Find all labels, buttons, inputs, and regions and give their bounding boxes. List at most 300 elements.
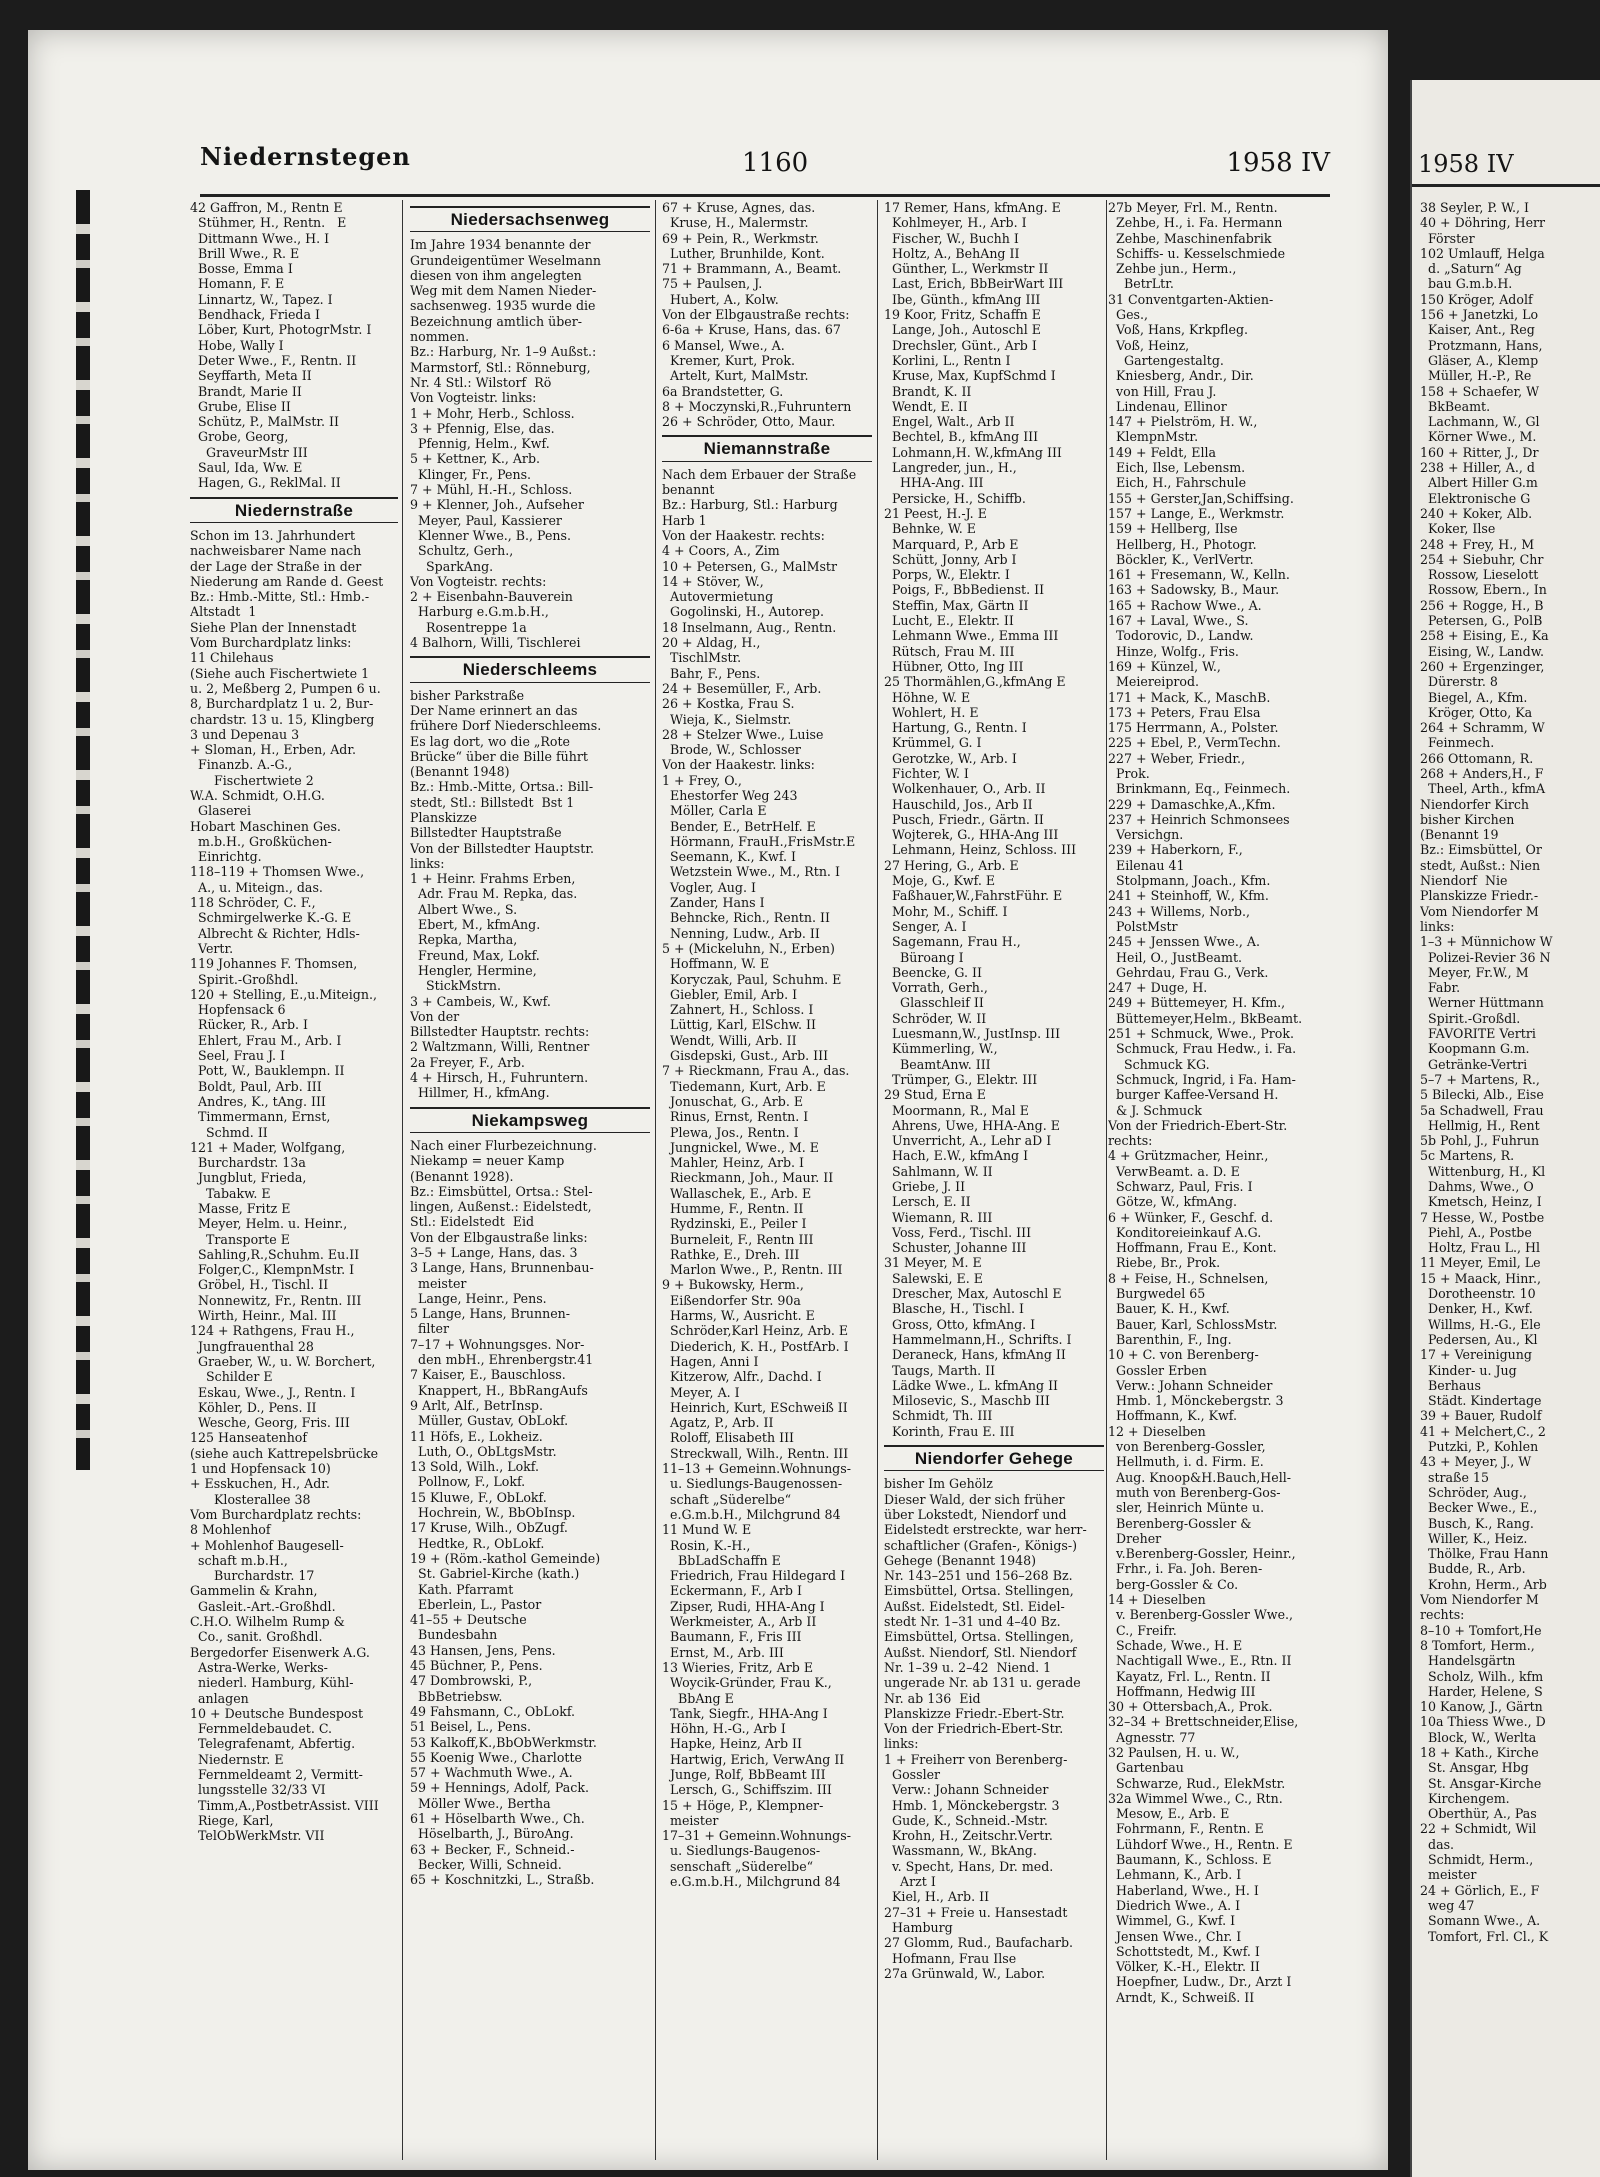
entry-line: 5 + (Mickeluhn, N., Erben) — [662, 940, 835, 956]
entry-line: Siehe Plan der Innenstadt — [190, 619, 357, 635]
entry-line: Lohmann,H. W.,kfmAng III — [884, 444, 1062, 460]
entry-line: Förster — [1420, 230, 1475, 246]
entry-list — [662, 200, 872, 429]
entry-line: Sahlmann, W. II — [884, 1163, 993, 1179]
entry-line: Nr. 4 Stl.: Wilstorf Rö — [410, 374, 552, 390]
entry-line: Prok. — [1108, 765, 1150, 781]
entry-line: Glasschleif II — [884, 995, 984, 1011]
entry-line: Riege, Karl, — [190, 1812, 274, 1828]
entry-line: Möller Wwe., Bertha — [410, 1795, 551, 1811]
street-title: Niedersachsenweg — [410, 206, 650, 232]
entry-line: Bz.: Hmb.-Mitte, Ortsa.: Bill- — [410, 779, 594, 795]
entry-line: Blasche, H., Tischl. I — [884, 1301, 1024, 1317]
entry-line: Krohn, H., Zeitschr.Vertr. — [884, 1828, 1053, 1844]
entry-line: Bechtel, B., kfmAng III — [884, 429, 1039, 445]
entry-line: Berenberg-Gossler & — [1108, 1515, 1252, 1531]
entry-line: 149 + Feldt, Ella — [1108, 444, 1217, 460]
entry-line: Poigs, F., BbBedienst. II — [884, 582, 1045, 598]
entry-line: weg 47 — [1420, 1897, 1475, 1913]
entry-line: 5–7 + Martens, R., — [1420, 1071, 1540, 1087]
entry-line: Sagemann, Frau H., — [884, 934, 1021, 950]
entry-line: Harder, Helene, S — [1420, 1683, 1543, 1699]
entry-line: 55 Koenig Wwe., Charlotte — [410, 1749, 582, 1765]
page-header — [200, 140, 1330, 200]
entry-line: 245 + Jenssen Wwe., A. — [1108, 934, 1260, 950]
entry-line: von Berenberg-Gossler, — [1108, 1439, 1266, 1455]
entry-line: 14 + Dieselben — [1108, 1592, 1206, 1608]
entry-line: Außst. Niendorf, Stl. Niendorf — [884, 1644, 1077, 1660]
entry-line: Boldt, Paul, Arb. III — [190, 1078, 322, 1094]
entry-line: Petersen, G., PolB — [1420, 613, 1543, 629]
entry-line: Seel, Frau J. I — [190, 1048, 286, 1064]
entry-line: 17–31 + Gemeinn.Wohnungs- — [662, 1828, 851, 1844]
entry-line: 238 + Hiller, A., d — [1420, 460, 1535, 476]
entry-line: 12 + Dieselben — [1108, 1423, 1206, 1439]
entry-line: 63 + Becker, F., Schneid.- — [410, 1841, 575, 1857]
entry-line: Tabakw. E — [190, 1185, 271, 1201]
entry-line: + Mohlenhof Baugesell- — [190, 1537, 344, 1553]
entry-line: Repka, Martha, — [410, 932, 518, 948]
entry-line: Bz.: Eimsbüttel, Ortsa.: Stel- — [410, 1183, 593, 1199]
entry-line: Polizei-Revier 36 N — [1420, 949, 1551, 965]
entry-line: 8 Tomfort, Herm., — [1420, 1637, 1535, 1653]
entry-line: 6 + Wünker, F., Geschf. d. — [1108, 1209, 1274, 1225]
entry-line: Jungnickel, Wwe., M. E — [662, 1139, 819, 1155]
entry-line: 71 + Brammann, A., Beamt. — [662, 261, 842, 277]
entry-list — [190, 528, 398, 1844]
entry-line: Becker Wwe., E., — [1420, 1500, 1538, 1516]
entry-line: Seemann, K., Kwf. I — [662, 849, 797, 865]
entry-line: Homann, F. E — [190, 276, 285, 292]
entry-line: Protzmann, Hans, — [1420, 337, 1543, 353]
entry-line: 27–31 + Freie u. Hansestadt — [884, 1904, 1068, 1920]
entry-line: 26 + Schröder, Otto, Maur. — [662, 414, 836, 430]
entry-line: Voss, Ferd., Tischl. III — [884, 1224, 1032, 1240]
entry-line: Humme, F., Rentn. II — [662, 1201, 804, 1216]
entry-line: Bezeichnung amtlich über- — [410, 313, 583, 329]
entry-line: Fohrmann, F., Rentn. E — [1108, 1821, 1264, 1837]
entry-line: (Siehe auch Fischertwiete 1 — [190, 665, 370, 681]
entry-line: FAVORITE Vertri — [1420, 1026, 1536, 1042]
entry-line: 249 + Büttemeyer, H. Kfm., — [1108, 995, 1286, 1011]
entry-line: 171 + Mack, K., MaschB. — [1108, 689, 1271, 705]
entry-line: Lersch, E. II — [884, 1194, 971, 1210]
entry-line: Schmirgelwerke K.-G. E — [190, 910, 352, 926]
entry-line: Gammelin & Krahn, — [190, 1583, 318, 1599]
entry-line: 14 + Stöver, W., — [662, 573, 764, 589]
entry-line: Von der Elbgaustraße rechts: — [662, 307, 850, 323]
entry-line: Von Vogteistr. rechts: — [410, 573, 547, 589]
entry-line: Hopfensack 6 — [190, 1002, 286, 1018]
entry-line: 17 Remer, Hans, kfmAng. E — [884, 200, 1061, 215]
entry-line: Kaiser, Ant., Reg — [1420, 322, 1535, 338]
entry-line: Fernmeldeamt 2, Vermitt- — [190, 1766, 363, 1782]
entry-line: Hübner, Otto, Ing III — [884, 658, 1024, 674]
entry-line: Löber, Kurt, PhotogrMstr. I — [190, 322, 372, 338]
entry-line: 8 + Feise, H., Schnelsen, — [1108, 1270, 1269, 1286]
entry-line: Niendorf Nie — [1420, 873, 1508, 889]
entry-line: Luth, O., ObLtgsMstr. — [410, 1443, 557, 1459]
entry-line: Engel, Walt., Arb II — [884, 414, 1015, 430]
entry-line: Taugs, Marth. II — [884, 1362, 996, 1378]
entry-line: 239 + Haberkorn, F., — [1108, 842, 1243, 858]
entry-line: Haberland, Wwe., H. I — [1108, 1882, 1259, 1898]
entry-line: Rinus, Ernst, Rentn. I — [662, 1109, 809, 1125]
header-rule — [200, 194, 1330, 197]
entry-line: u. 2, Meßberg 2, Pumpen 6 u. — [190, 680, 381, 696]
entry-line: Fischer, W., Buchh I — [884, 230, 1019, 246]
entry-line: Giebler, Emil, Arb. I — [662, 986, 798, 1002]
entry-line: Wallaschek, E., Arb. E — [662, 1185, 812, 1201]
entry-line: 8, Burchardplatz 1 u. 2, Bur- — [190, 696, 374, 712]
entry-line: 26 + Kostka, Frau S. — [662, 696, 795, 712]
entry-line: muth von Berenberg-Gos- — [1108, 1484, 1281, 1500]
entry-line: Agatz, P., Arb. II — [662, 1415, 774, 1431]
entry-line: 264 + Schramm, W — [1420, 720, 1545, 736]
entry-line: BeamtAnw. III — [884, 1056, 991, 1072]
entry-line: Von der Friedrich-Ebert-Str. — [884, 1721, 1064, 1737]
entry-line: Planskizze Friedr.- — [1420, 888, 1539, 904]
column-1 — [190, 200, 398, 2160]
entry-line: Hoffmann, Hedwig III — [1108, 1683, 1256, 1699]
entry-line: Schmd. II — [190, 1124, 268, 1140]
entry-line: Marmstorf, Stl.: Rönneburg, — [410, 359, 591, 375]
entry-line: Hedtke, R., ObLokf. — [410, 1535, 545, 1551]
entry-line: 256 + Rogge, H., B — [1420, 597, 1544, 613]
entry-line: Hellmig, H., Rent — [1420, 1117, 1540, 1133]
entry-line: Linnartz, W., Tapez. I — [190, 291, 333, 307]
entry-line: 28 + Stelzer Wwe., Luise — [662, 726, 824, 742]
entry-line: 5a Schadwell, Frau — [1420, 1102, 1544, 1118]
entry-line: 120 + Stelling, E.,u.Miteign., — [190, 986, 377, 1002]
entry-line: BbLadSchaffn E — [662, 1552, 781, 1568]
entry-list — [410, 1138, 650, 1888]
column-divider — [402, 200, 403, 2160]
entry-line: Eich, H., Fahrschule — [1108, 475, 1247, 491]
entry-line: das. — [1420, 1836, 1455, 1852]
entry-line: Rütsch, Frau M. III — [884, 643, 1015, 659]
entry-line: Faßhauer,W.,FahrstFühr. E — [884, 888, 1063, 904]
entry-line: Grundeigentümer Weselmann — [410, 252, 602, 268]
entry-line: Nonnewitz, Fr., Rentn. III — [190, 1292, 362, 1308]
entry-line: Bz.: Eimsbüttel, Or — [1420, 842, 1542, 858]
entry-line: 38 Seyler, P. W., I — [1420, 200, 1529, 215]
entry-line: 1 + Frey, O., — [662, 772, 742, 788]
entry-line: Hörmann, FrauH.,FrisMstr.E — [662, 833, 856, 849]
column-4 — [884, 200, 1328, 2160]
entry-line: 2 + Eisenbahn-Bauverein — [410, 589, 573, 605]
entry-line: 32a Wimmel Wwe., C., Rtn. — [1108, 1790, 1283, 1806]
entry-line: 75 + Paulsen, J. — [662, 276, 763, 292]
entry-line: Pollnow, F., Lokf. — [410, 1474, 526, 1490]
entry-line: 10 + Deutsche Bundespost — [190, 1705, 364, 1721]
entry-line: Grobe, Georg, — [190, 429, 289, 445]
entry-line: Schuster, Johanne III — [884, 1240, 1027, 1256]
entry-line: Tank, Siegfr., HHA-Ang I — [662, 1705, 828, 1721]
entry-line: Von Vogteistr. links: — [410, 390, 537, 406]
entry-line: Rieckmann, Joh., Maur. II — [662, 1170, 834, 1186]
entry-line: Gehege (Benannt 1948) — [884, 1552, 1037, 1568]
entry-line: Handelsgärtn — [1420, 1653, 1516, 1669]
entry-line: 11 Mund W. E — [662, 1522, 752, 1538]
entry-line: Hapke, Heinz, Arb II — [662, 1736, 802, 1752]
entry-line: Meyer, Fr.W., M — [1420, 964, 1529, 980]
entry-line: Hinze, Wolfg., Fris. — [1108, 643, 1239, 659]
entry-line: bau G.m.b.H. — [1420, 276, 1513, 292]
entry-line: Niedernstr. E — [190, 1751, 284, 1767]
entry-line: 10a Thiess Wwe., D — [1420, 1714, 1546, 1730]
entry-line: 39 + Bauer, Rudolf — [1420, 1408, 1542, 1424]
entry-line: Vogler, Aug. I — [662, 879, 756, 895]
entry-line: Zipser, Rudi, HHA-Ang I — [662, 1598, 825, 1614]
entry-line: Masse, Fritz E — [190, 1201, 291, 1216]
entry-line: Glaserei — [190, 803, 252, 819]
entry-line: meister — [410, 1275, 467, 1291]
entry-line: Lachmann, W., Gl — [1420, 414, 1540, 430]
entry-line: Müller, Gustav, ObLokf. — [410, 1413, 569, 1429]
entry-line: Lehmann Wwe., Emma III — [884, 628, 1059, 644]
entry-line: 9 Arlt, Alf., BetrInsp. — [410, 1397, 543, 1413]
entry-line: 45 Büchner, P., Pens. — [410, 1658, 543, 1674]
entry-line: Burgwedel 65 — [1108, 1286, 1206, 1302]
entry-line: Schiffs- u. Kesselschmiede — [1108, 245, 1286, 261]
entry-line: Schütz, P., MalMstr. II — [190, 414, 339, 430]
entry-line: Ehlert, Frau M., Arb. I — [190, 1032, 342, 1048]
entry-list — [884, 200, 1104, 1439]
entry-line: Städt. Kindertage — [1420, 1393, 1542, 1409]
entry-line: 247 + Duge, H. — [1108, 980, 1208, 996]
entry-line: Gasleit.-Art.-Großhdl. — [190, 1598, 336, 1614]
entry-line: 1 + Freiherr von Berenberg- — [884, 1751, 1068, 1767]
entry-line: Schultz, Gerh., — [410, 543, 514, 559]
entry-line: Oberthür, A., Pas — [1420, 1806, 1537, 1822]
entry-line: 121 + Mader, Wolfgang, — [190, 1139, 346, 1155]
entry-line: Behnke, W. E — [884, 521, 976, 537]
entry-line: Lersch, G., Schiffszim. III — [662, 1782, 832, 1798]
entry-line: Saul, Ida, Ww. E — [190, 460, 303, 476]
entry-line: Schmuck, Frau Hedw., i. Fa. — [1108, 1041, 1297, 1057]
entry-line: 47 Dombrowski, P., — [410, 1673, 533, 1689]
entry-line: 6 Mansel, Wwe., A. — [662, 337, 785, 353]
street-title: Niedernstraße — [190, 497, 398, 523]
entry-line: Stl.: Eidelstedt Eid — [410, 1214, 535, 1230]
entry-line: Burchardstr. 13a — [190, 1155, 306, 1171]
entry-line: Langreder, jun., H., — [884, 460, 1017, 476]
entry-line: 167 + Laval, Wwe., S. — [1108, 613, 1249, 629]
entry-line: Eimsbüttel, Ortsa. Stellingen, — [884, 1583, 1074, 1599]
entry-line: 4 + Coors, A., Zim — [662, 543, 780, 559]
entry-line: St. Ansgar-Kirche — [1420, 1775, 1542, 1791]
street-title: Niemannstraße — [662, 435, 872, 461]
entry-line: Woycik-Gründer, Frau K., — [662, 1675, 832, 1691]
entry-line: 42 Gaffron, M., Rentn E — [190, 200, 343, 215]
entry-line: 65 + Koschnitzki, L., Straßb. — [410, 1872, 595, 1888]
entry-line: 15 Kluwe, F., ObLokf. — [410, 1489, 547, 1505]
entry-line: Götze, W., kfmAng. — [1108, 1194, 1238, 1210]
entry-line: Brill Wwe., R. E — [190, 245, 300, 261]
entry-line: lungsstelle 32/33 VI — [190, 1782, 326, 1798]
entry-line: Mohr, M., Schiff. I — [884, 903, 1008, 919]
entry-line: 27 Glomm, Rud., Baufacharb. — [884, 1935, 1074, 1951]
entry-line: burger Kaffee-Versand H. — [1108, 1087, 1279, 1103]
entry-line: Pott, W., Bauklempn. II — [190, 1063, 345, 1079]
entry-line: Denker, H., Kwf. — [1420, 1301, 1533, 1317]
entry-line: Gross, Otto, kfmAng. I — [884, 1316, 1036, 1332]
entry-line: ungerade Nr. ab 131 u. gerade — [884, 1675, 1081, 1691]
entry-line: Behncke, Rich., Rentn. II — [662, 910, 830, 926]
entry-line: Gerotzke, W., Arb. I — [884, 750, 1017, 766]
entry-line: Steffin, Max, Gärtn II — [884, 597, 1029, 613]
entry-list — [410, 688, 650, 1101]
entry-line: 1 und Hopfensack 10) — [190, 1461, 331, 1477]
entry-line: Deter Wwe., F., Rentn. II — [190, 352, 357, 368]
entry-line: rechts: — [1108, 1133, 1153, 1149]
entry-line: diesen von ihm angelegten — [410, 267, 582, 283]
entry-line: Nachtigall Wwe., E., Rtn. II — [1108, 1653, 1292, 1669]
entry-line: C.H.O. Wilhelm Rump & — [190, 1614, 345, 1630]
entry-line: Streckwall, Wilh., Rentn. III — [662, 1445, 849, 1461]
entry-line: Milosevic, S., Maschb III — [884, 1393, 1050, 1409]
entry-line: 102 Umlauff, Helga — [1420, 245, 1545, 261]
entry-line: 15 + Höge, P., Klempner- — [662, 1797, 824, 1813]
entry-line: Scholz, Wilh., kfm — [1420, 1668, 1544, 1684]
entry-line: Frhr., i. Fa. Joh. Beren- — [1108, 1561, 1263, 1577]
entry-line: BbAng E — [662, 1690, 734, 1706]
entry-line: Holtz, A., BehAng II — [884, 245, 1020, 261]
entry-line: Theel, Arth., kfmA — [1420, 781, 1546, 797]
entry-line: 18 + Kath., Kirche — [1420, 1744, 1539, 1760]
entry-line: Moje, G., Kwf. E — [884, 873, 996, 889]
entry-line: Diederich, K. H., PostfArb. I — [662, 1338, 849, 1354]
entry-line: Pusch, Friedr., Gärtn. II — [884, 811, 1044, 827]
entry-line: meister — [1420, 1867, 1477, 1883]
entry-line: Meyer, Helm. u. Heinr., — [190, 1216, 348, 1232]
entry-line: Co., sanit. Großhdl. — [190, 1629, 323, 1645]
entry-line: Kinder- u. Jug — [1420, 1362, 1517, 1378]
entry-line: Niendorfer Kirch — [1420, 796, 1530, 812]
entry-line: 41–55 + Deutsche — [410, 1612, 527, 1628]
entry-line: Aug. Knoop&H.Bauch,Hell- — [1108, 1469, 1292, 1485]
entry-line: stedt Nr. 1–31 und 4–40 Bz. — [884, 1614, 1061, 1630]
entry-line: Planskizze Friedr.-Ebert-Str. — [884, 1705, 1065, 1721]
entry-line: e.G.m.b.H., Milchgrund 84 — [662, 1874, 841, 1890]
entry-line: 173 + Peters, Frau Elsa — [1108, 704, 1261, 720]
entry-line: 22 + Schmidt, Wil — [1420, 1821, 1537, 1837]
entry-line: stedt, Außst.: Nien — [1420, 857, 1541, 873]
entry-line: Wesche, Georg, Fris. III — [190, 1415, 350, 1431]
entry-line: 119 Johannes F. Thomsen, — [190, 956, 358, 972]
entry-line: Schmidt, Herm., — [1420, 1852, 1534, 1868]
entry-line: 1 + Heinr. Frahms Erben, — [410, 871, 576, 887]
entry-line: 57 + Wachmuth Wwe., A. — [410, 1765, 573, 1781]
entry-line: Kniesberg, Andr., Dir. — [1108, 368, 1254, 384]
entry-line: 3–5 + Lange, Hans, das. 3 — [410, 1245, 578, 1260]
entry-line: Brücke“ über die Bille führt — [410, 748, 588, 764]
entry-line: 11 Höfs, E., Lokheiz. — [410, 1428, 543, 1444]
entry-line: Weg mit dem Namen Nieder- — [410, 283, 597, 299]
entry-line: 5 Bilecki, Alb., Eise — [1420, 1087, 1544, 1103]
entry-line: 27a Grünwald, W., Labor. — [884, 1965, 1046, 1981]
entry-line: Elektronische G — [1420, 490, 1531, 506]
entry-line: nachweisbarer Name nach — [190, 543, 362, 559]
entry-line: SparkAng. — [410, 558, 494, 574]
entry-line: Versichgn. — [1108, 827, 1184, 843]
entry-line: Marquard, P., Arb E — [884, 536, 1019, 552]
entry-list — [884, 1476, 1104, 1981]
entry-line: 124 + Rathgens, Frau H., — [190, 1323, 355, 1339]
entry-line: Jensen Wwe., Chr. I — [1108, 1928, 1242, 1944]
entry-line: Korinth, Frau E. III — [884, 1423, 1015, 1439]
entry-line: Marlon Wwe., P., Rentn. III — [662, 1262, 843, 1278]
entry-line: Büttemeyer,Helm., BkBeamt. — [1108, 1010, 1303, 1026]
entry-line: 32–34 + Brettschneider,Elise, — [1108, 1714, 1299, 1730]
entry-line: Eskau, Wwe., J., Rentn. I — [190, 1384, 356, 1400]
entry-line: 3 und Depenau 3 — [190, 726, 300, 742]
entry-line: (siehe auch Kattrepelsbrücke — [190, 1445, 379, 1461]
entry-line: Eich, Ilse, Lebensm. — [1108, 460, 1246, 476]
entry-line: Wassmann, W., BkAng. — [884, 1843, 1037, 1859]
entry-line: Brandt, K. II — [884, 383, 972, 399]
entry-line: St. Ansgar, Hbg — [1420, 1760, 1529, 1776]
entry-line: 156 + Janetzki, Lo — [1420, 307, 1539, 323]
entry-line: Junge, Rolf, BbBeamt III — [662, 1766, 826, 1782]
entry-line: senschaft „Süderelbe“ — [662, 1858, 814, 1874]
entry-line: Block, W., Werlta — [1420, 1729, 1537, 1745]
entry-line: Konditoreieinkauf A.G. — [1108, 1224, 1262, 1240]
entry-line: 169 + Künzel, W., — [1108, 658, 1221, 674]
entry-line: Tomfort, Frl. Cl., K — [1420, 1928, 1549, 1944]
entry-line: u. Siedlungs-Baugenossen- — [662, 1476, 843, 1492]
entry-line: Dorotheenstr. 10 — [1420, 1286, 1536, 1302]
entry-line: 17 Kruse, Wilh., ObZugf. — [410, 1520, 568, 1536]
entry-line: Todorovic, D., Landw. — [1108, 628, 1254, 644]
entry-line: GraveurMstr III — [190, 444, 308, 460]
entry-line: Arndt, K., Schweiß. II — [1108, 1989, 1255, 2005]
entry-line: Wetzstein Wwe., M., Rtn. I — [662, 864, 840, 880]
entry-line: Eißendorfer Str. 90a — [662, 1292, 801, 1308]
entry-line: Luesmann,W., JustInsp. III — [884, 1026, 1061, 1042]
entry-line: Willms, H.-G., Ele — [1420, 1316, 1541, 1332]
entry-line: Verw.: Johann Schneider — [1108, 1377, 1273, 1393]
entry-line: Klinger, Fr., Pens. — [410, 466, 532, 482]
entry-line: 8 + Moczynski,R.,Fuhruntern — [662, 398, 852, 414]
entry-line: Kiel, H., Arb. II — [884, 1889, 990, 1905]
entry-line: 1–3 + Münnichow W — [1420, 934, 1553, 950]
entry-line: Zehbe, Maschinenfabrik — [1108, 230, 1272, 246]
entry-list — [190, 200, 398, 491]
entry-line: den mbH., Ehrenbergstr.41 — [410, 1352, 594, 1368]
column-4-right — [1108, 200, 1328, 2005]
entry-line: 53 Kalkoff,K.,BbObWerkmstr. — [410, 1734, 597, 1750]
entry-line: Wendt, E. II — [884, 398, 968, 414]
entry-line: sler, Heinrich Münte u. — [1108, 1500, 1265, 1516]
entry-line: Vorrath, Gerh., — [884, 980, 988, 996]
entry-line: bisher Parkstraße — [410, 687, 525, 703]
entry-line: Transporte E — [190, 1231, 290, 1247]
entry-line: & J. Schmuck — [1108, 1102, 1202, 1118]
entry-line: 240 + Koker, Alb. — [1420, 505, 1533, 521]
entry-line: Rücker, R., Arb. I — [190, 1017, 309, 1033]
entry-line: 163 + Sadowsky, B., Maur. — [1108, 582, 1280, 598]
entry-line: 118–119 + Thomsen Wwe., — [190, 864, 365, 880]
entry-line: Somann Wwe., A. — [1420, 1913, 1541, 1929]
entry-line: Gartengestaltg. — [1108, 352, 1224, 368]
entry-line: Lehmann, Heinz, Schloss. III — [884, 842, 1077, 858]
entry-line: KlempnMstr. — [1108, 429, 1199, 445]
entry-line: Kümmerling, W., — [884, 1041, 998, 1057]
entry-line: Agnesstr. 77 — [1108, 1729, 1196, 1745]
entry-line: Gogolinski, H., Autorep. — [662, 604, 824, 620]
